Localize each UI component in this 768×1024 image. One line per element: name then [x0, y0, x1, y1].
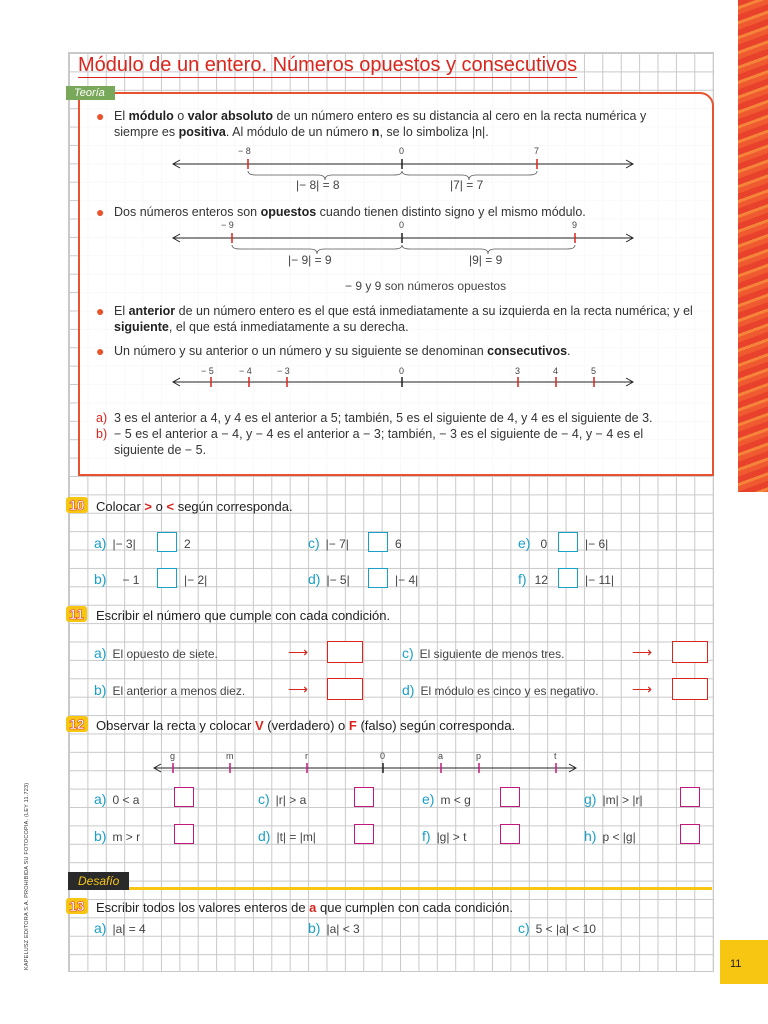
- nl1-label-left: − 8: [238, 146, 251, 156]
- nl2-label-left: − 9: [221, 220, 234, 230]
- nl3-label-5: 4: [553, 366, 559, 376]
- ex12-answer-d[interactable]: [354, 824, 374, 844]
- ex12-item-e: e) m < g: [422, 791, 471, 807]
- exercise-11-number: 11: [66, 606, 87, 622]
- nl1-abs-left: |− 8| = 8: [296, 178, 340, 192]
- arrow-icon: ⟶: [288, 644, 309, 660]
- desafio-tag: Desafío: [68, 872, 129, 890]
- exercise-13-title: Escribir todos los valores enteros de a que cumplen con cada condición.: [96, 900, 513, 915]
- ex12-answer-f[interactable]: [500, 824, 520, 844]
- ex12-item-d: d) |t| = |m|: [258, 828, 316, 844]
- nl12-label-m: m: [226, 751, 234, 761]
- ex11-item-d: d) El módulo es cinco y es negativo.: [402, 682, 599, 698]
- nl12-label-t: t: [554, 751, 557, 761]
- ex11-item-c: c) El siguiente de menos tres.: [402, 645, 565, 661]
- page-number-tab: [720, 940, 768, 984]
- exercise-11-title: Escribir el número que cumple con cada condición.: [96, 608, 391, 623]
- ex12-item-f: f) |g| > t: [422, 828, 467, 844]
- nl3-label-4: 3: [515, 366, 521, 376]
- nl3-label-0: − 5: [201, 366, 214, 376]
- exercise-10-title: Colocar > o < según corresponda.: [96, 499, 293, 514]
- nl12-label-r: r: [305, 751, 308, 761]
- nl3-label-2: − 3: [277, 366, 290, 376]
- arrow-icon: ⟶: [288, 681, 309, 697]
- ex12-item-b: b) m > r: [94, 828, 141, 844]
- ex10-item-e: e) 0: [518, 535, 548, 551]
- nl1-abs-right: |7| = 7: [450, 178, 484, 192]
- ex10-item-b: b) − 1: [94, 571, 140, 587]
- ex13-item-b: b) |a| < 3: [308, 920, 360, 936]
- ex10-item-f-right: |− 11|: [585, 573, 615, 587]
- exercise-10-number: 10: [66, 497, 88, 513]
- ex10-item-a-right: 2: [184, 537, 191, 551]
- exercise-13-number: 13: [66, 898, 88, 914]
- nl2-label-right: 9: [572, 220, 578, 230]
- ex12-answer-e[interactable]: [500, 787, 520, 807]
- nl2-label-zero: 0: [399, 220, 405, 230]
- ex12-answer-c[interactable]: [354, 787, 374, 807]
- ex11-item-a: a) El opuesto de siete.: [94, 645, 218, 661]
- ex12-answer-b[interactable]: [174, 824, 194, 844]
- nl1-label-right: 7: [534, 146, 540, 156]
- ex10-item-f: f) 12: [518, 571, 548, 587]
- nl3-label-3: 0: [399, 366, 405, 376]
- nl12-label-a: a: [438, 751, 444, 761]
- nl12-label-zero: 0: [380, 751, 386, 761]
- desafio-divider: [68, 887, 712, 890]
- arrow-icon: ⟶: [632, 681, 653, 697]
- ex12-answer-h[interactable]: [680, 824, 700, 844]
- ex12-answer-a[interactable]: [174, 787, 194, 807]
- ex12-item-c: c) |r| > a: [258, 791, 307, 807]
- ex13-item-c: c) 5 < |a| < 10: [518, 920, 596, 936]
- ex10-item-d: d) |− 5|: [308, 571, 350, 587]
- ex10-item-a: a) |− 3|: [94, 535, 136, 551]
- ex10-item-c: c) |− 7|: [308, 535, 349, 551]
- ex10-item-c-right: 6: [395, 537, 402, 551]
- nl12-label-p: p: [476, 751, 482, 761]
- ex12-answer-g[interactable]: [680, 787, 700, 807]
- ex10-item-b-right: |− 2|: [184, 573, 208, 587]
- exercise-12-title: Observar la recta y colocar V (verdadero) o F (falso) según corresponda.: [96, 718, 516, 733]
- exercise-12-number: 12: [66, 716, 88, 732]
- teoria-tag: Teoría: [66, 86, 115, 100]
- nl3-label-6: 5: [591, 366, 597, 376]
- arrow-icon: ⟶: [632, 644, 653, 660]
- ex10-item-e-right: |− 6|: [585, 537, 609, 551]
- copyright-notice: KAPELUSZ EDITORA S.A. PROHIBIDA SU FOTOCOPIA. (LEY 11.723): [24, 782, 30, 970]
- ex13-item-a: a) |a| = 4: [94, 920, 146, 936]
- nl2-abs-left: |− 9| = 9: [288, 253, 332, 267]
- ex12-item-h: h) p < |g|: [584, 828, 636, 844]
- nl2-caption: − 9 y 9 son números opuestos: [345, 279, 507, 293]
- ex11-item-b: b) El anterior a menos diez.: [94, 682, 246, 698]
- ex12-item-g: g) |m| > |r|: [584, 791, 643, 807]
- nl2-abs-right: |9| = 9: [469, 253, 503, 267]
- page-number: 11: [730, 958, 742, 970]
- nl3-label-1: − 4: [239, 366, 252, 376]
- nl12-label-g: g: [170, 751, 176, 761]
- ex12-item-a: a) 0 < a: [94, 791, 140, 807]
- nl1-label-zero: 0: [399, 146, 405, 156]
- ex10-item-d-right: |− 4|: [395, 573, 419, 587]
- page-title: Módulo de un entero. Números opuestos y consecutivos: [78, 54, 578, 76]
